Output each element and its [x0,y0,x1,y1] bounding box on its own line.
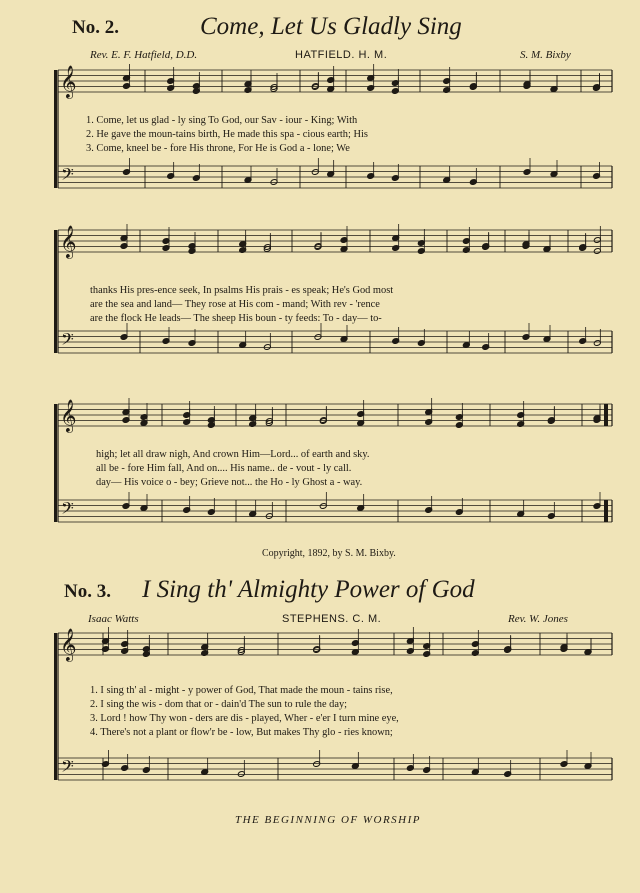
treble-clef-icon: 𝄞 [60,628,77,661]
lyric-line: day— His voice o - bey; Grieve not... the Ho - ly Ghost a - way. [96,477,363,488]
lyric-line: all be - fore Him fall, And on.... His name.. de - vout - ly call. [96,463,352,474]
tune-name: HATFIELD. H. M. [295,49,388,61]
system-brace [54,404,57,522]
treble-clef-icon: 𝄞 [60,65,77,98]
system-brace [54,633,57,780]
hymn-composer: Rev. W. Jones [508,613,568,625]
hymn-author: Isaac Watts [88,613,139,625]
hymn-number: No. 2. [72,17,119,38]
system-brace [54,230,57,353]
hymn-title: I Sing th' Almighty Power of God [142,576,475,603]
final-barline [604,404,608,426]
lyric-line: 3. Lord ! how Thy won - ders are dis - played, Wher - e'er I turn mine eye, [90,713,399,724]
hymn-author: Rev. E. F. Hatfield, D.D. [90,49,198,61]
lyric-line: 3. Come, kneel be - fore His throne, For He is God a - lone; We [86,143,350,154]
system-brace [54,70,57,188]
bass-clef-icon: 𝄢 [61,164,74,188]
lyric-line: are the sea and land— They rose at His com - mand; With rev - 'rence [90,299,380,310]
copyright-notice: Copyright, 1892, by S. M. Bixby. [262,548,396,559]
hymn-title: Come, Let Us Gladly Sing [200,13,462,40]
treble-clef-icon: 𝄞 [60,399,77,432]
bass-clef-icon: 𝄢 [61,329,74,353]
lyric-line: are the flock He leads— The sheep His boun - ty feeds: To - day— to- [90,313,382,324]
treble-clef-icon: 𝄞 [60,225,77,258]
tune-name: STEPHENS. C. M. [282,613,382,625]
bass-clef-icon: 𝄢 [61,756,74,780]
hymn-number: No. 3. [64,581,111,602]
lyric-line: 2. He gave the moun-tains birth, He made this spa - cious earth; His [86,129,368,140]
lyric-line: 4. There's not a plant or flow'r be - low, But makes Thy glo - ries known; [90,727,393,738]
lyric-line: high; let all draw nigh, And crown Him—Lord... of earth and sky. [96,449,370,460]
final-barline [604,500,608,522]
lyric-line: thanks His pres-ence seek, In psalms His prais - es speak; He's God most [90,285,394,296]
bass-clef-icon: 𝄢 [61,498,74,522]
hymn-composer: S. M. Bixby [520,49,571,61]
lyric-line: 1. Come, let us glad - ly sing To God, our Sav - iour - King; With [86,115,358,126]
page-footer: THE BEGINNING OF WORSHIP [235,814,422,826]
lyric-line: 1. I sing th' al - might - y power of God, That made the moun - tains rise, [90,685,393,696]
lyric-line: 2. I sing the wis - dom that or - dain'd The sun to rule the day; [90,699,348,710]
